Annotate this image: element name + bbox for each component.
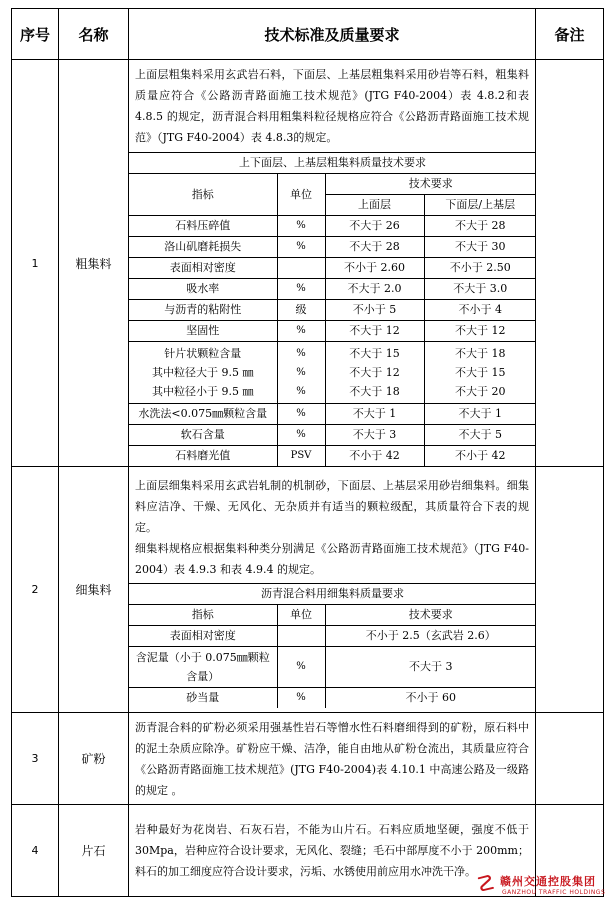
row-number: 4 [12,805,59,897]
unit-cell: % [277,279,325,300]
company-name-cn: 赣州交通控股集团 [500,875,596,888]
th-bottom-layer: 下面层/上基层 [424,195,536,216]
coarse-table-title: 上下面层、上基层粗集料质量技术要求 [129,153,536,174]
th-index: 指标 [129,604,277,625]
index-cell: 吸水率 [129,279,277,300]
flaky-top-line: 不大于 12 [349,366,400,379]
req-cell: 不小于 2.5（玄武岩 2.6） [325,625,536,646]
unit-cell: % [277,237,325,258]
fine-table-title: 沥青混合料用细集料质量要求 [129,583,536,604]
unit-cell: % [277,216,325,237]
th-requirement: 技术要求 [325,604,536,625]
unit-cell: % [277,404,325,425]
header-note: 备注 [536,9,604,60]
row-spec [129,713,536,805]
header-name: 名称 [59,9,129,60]
row-number: 3 [12,713,59,805]
bottom-cell: 不大于 1 [424,404,536,425]
top-cell: 不大于 26 [325,216,424,237]
th-unit: 单位 [277,604,325,625]
company-logo-icon: ☡ [476,872,496,897]
top-cell: 不大于 3 [325,425,424,446]
top-cell: 不小于 5 [325,300,424,321]
row-name: 片石 [59,805,129,897]
bottom-cell: 不大于 3.0 [424,279,536,300]
flaky-bottom-line: 不大于 18 [455,347,506,360]
row-name: 粗集料 [59,60,129,467]
spec-table [11,8,604,897]
flaky-unit-line: % [296,386,306,397]
unit-cell: % [277,646,325,687]
th-requirement: 技术要求 [325,174,536,195]
flaky-unit-line: % [296,367,306,378]
index-cell: 洛山矶磨耗损失 [129,237,277,258]
coarse-quality-table [129,152,536,466]
row-note [536,713,604,805]
header-spec: 技术标准及质量要求 [129,9,536,60]
header-no: 序号 [12,9,59,60]
th-top-layer: 上面层 [325,195,424,216]
bottom-cell: 不小于 2.50 [424,258,536,279]
top-cell: 不大于 2.0 [325,279,424,300]
bottom-cell: 不大于 5 [424,425,536,446]
row-number: 2 [12,467,59,713]
mineral-powder-text: 沥青混合料的矿粉必须采用强基性岩石等憎水性石料磨细得到的矿粉，原石料中的泥土杂质应除净。矿粉应干燥、洁净，能自由地从矿粉仓流出，其质量应符合《公路沥青路面施工技术规范》(JTG F40-2004)表 4.10.1 中高速公路及一级路的规定 。 [135,720,529,797]
top-cell: 不大于 1 [325,404,424,425]
index-cell: 石料磨光值 [129,446,277,467]
unit-cell [277,625,325,646]
unit-cell: PSV [277,446,325,467]
bottom-cell: 不小于 42 [424,446,536,467]
fine-intro [129,472,535,583]
top-cell: 不大于 12 [325,321,424,342]
flaky-top-line: 不大于 18 [349,385,400,398]
index-cell: 表面相对密度 [129,625,277,646]
unit-cell: 级 [277,300,325,321]
row-name: 细集料 [59,467,129,713]
flaky-bottom-line: 不大于 20 [455,385,506,398]
flaky-index-line: 其中粒径大于 9.5 ㎜ [152,366,254,379]
th-index: 指标 [129,174,277,216]
bottom-cell: 不大于 28 [424,216,536,237]
bottom-cell: 不小于 4 [424,300,536,321]
unit-cell [277,258,325,279]
coarse-intro: 上面层粗集料采用玄武岩石料，下面层、上基层粗集料采用砂岩等石料，粗集料质量应符合《公路沥青路面施工技术规范》(JTG F40-2004）表 4.8.2和表 4.8.5 的规定，沥青混合料用粗集料粒径规格应符合《公路沥青路面施工技术规范》（JTG F40-2004）表 4.8.3的规定。 [135,68,529,144]
flaky-unit-line: % [296,348,306,359]
index-cell: 砂当量 [129,687,277,708]
row-name: 矿粉 [59,713,129,805]
top-cell: 不小于 42 [325,446,424,467]
header-row [12,9,604,60]
req-cell: 不大于 3 [325,646,536,687]
unit-cell: % [277,321,325,342]
fine-quality-table [129,583,536,708]
flaky-index-line: 其中粒径小于 9.5 ㎜ [152,385,254,398]
top-cell: 不小于 2.60 [325,258,424,279]
index-cell: 坚固性 [129,321,277,342]
table-row [12,467,604,713]
index-cell: 与沥青的粘附性 [129,300,277,321]
fine-intro-p2: 细集料规格应根据集料种类分别满足《公路沥青路面施工技术规范》（JTG F40-2004）表 4.9.3 和表 4.9.4 的规定。 [135,541,529,576]
row-note [536,467,604,713]
bottom-cell: 不大于 30 [424,237,536,258]
unit-cell: % [277,425,325,446]
row-number: 1 [12,60,59,467]
index-cell: 软石含量 [129,425,277,446]
bottom-cell: 不大于 12 [424,321,536,342]
company-name-en: GANZHOU TRAFFIC HOLDINGS [502,889,606,896]
flaky-index-cell [129,342,277,404]
fine-intro-p1: 上面层细集料采用玄武岩轧制的机制砂，下面层、上基层采用砂岩细集料。细集料应洁净、干燥、无风化、无杂质并有适当的颗粒级配，其质量符合下表的规定。 [135,478,529,534]
table-row [12,60,604,467]
flaky-index-line: 针片状颗粒含量 [164,347,242,360]
index-cell: 石料压碎值 [129,216,277,237]
table-row [12,713,604,805]
flaky-top-cell [325,342,424,404]
row-note [536,60,604,467]
row-spec [129,467,536,713]
th-unit: 单位 [277,174,325,216]
req-cell: 不小于 60 [325,687,536,708]
company-watermark [470,870,610,902]
row-spec [129,60,536,467]
index-cell: 水洗法<0.075㎜颗粒含量 [129,404,277,425]
flaky-top-line: 不大于 15 [349,347,400,360]
top-cell: 不大于 28 [325,237,424,258]
rubble-stone-text: 岩种最好为花岗岩、石灰石岩，不能为山片石。石料应质地坚硬，强度不低于 30Mpa，岩种应符合设计要求，无风化、裂缝；毛石中部厚度不小于 200mm；料石的加工细度应符合设计要求，污垢、水锈使用前应用水冲洗干净。 [135,823,529,878]
flaky-unit-cell [277,342,325,404]
index-cell: 表面相对密度 [129,258,277,279]
unit-cell: % [277,687,325,708]
flaky-bottom-line: 不大于 15 [455,366,506,379]
index-cell: 含泥量（小于 0.075㎜颗粒含量） [129,646,277,687]
flaky-bottom-cell [424,342,536,404]
